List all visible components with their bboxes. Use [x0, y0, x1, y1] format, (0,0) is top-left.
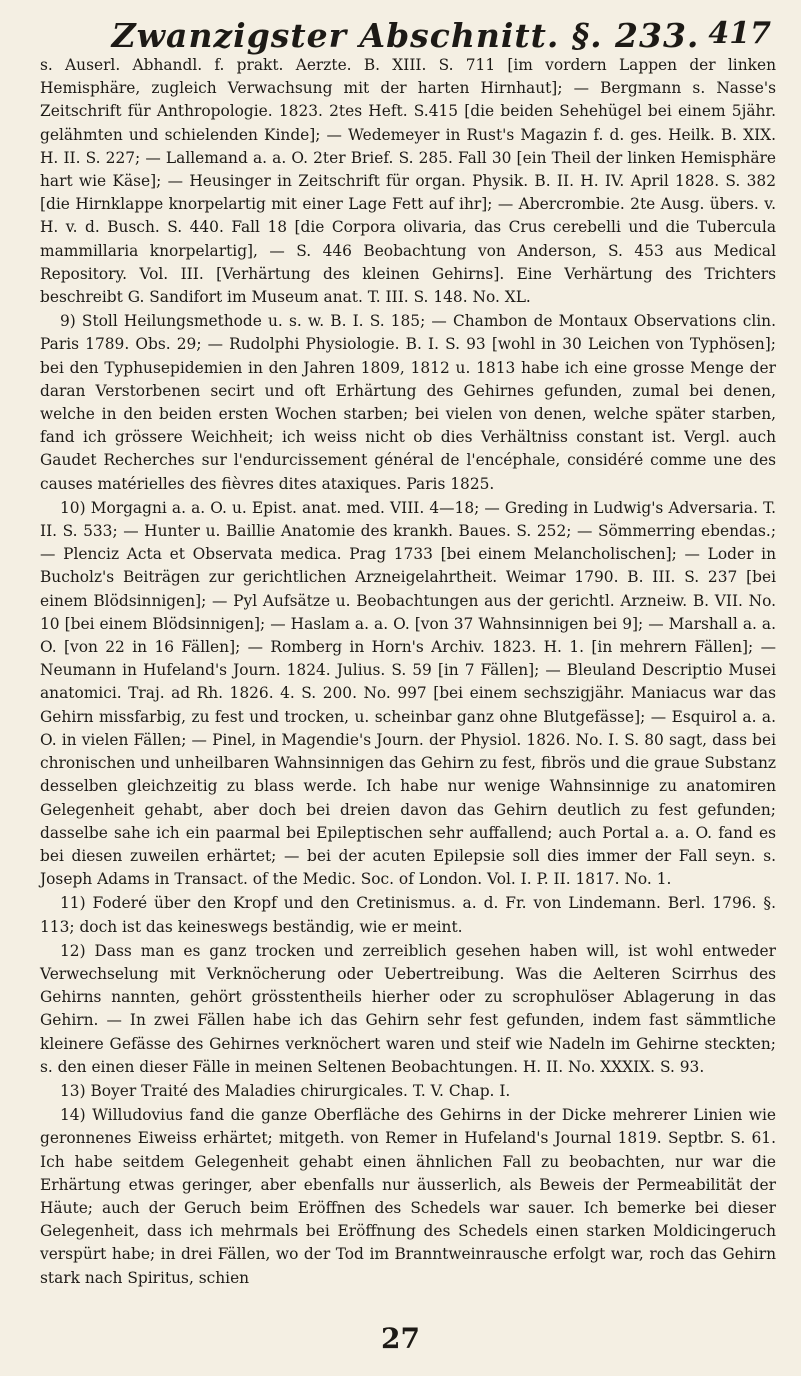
signature-mark: 27 — [381, 1322, 420, 1355]
footnote-12: 12) Dass man es ganz trocken und zerreiblich gesehen haben will, ist wohl entweder Verwechselung mit Verknöcherung oder Uebertreibung. Was die Aelteren Scirrhus des Gehirns nannten, gehört grösstentheils hierher oder zu scrophulöser Ablagerung in das Gehirn. — In zwei Fällen habe ich das Gehirn sehr fest gefunden, indem fast sämmtliche kleinere Gefässe des Gehirnes verknöchert waren und steif wie Nadeln im Gehirne steckten; s. den einen dieser Fälle in meinen Seltenen Beobachtungen. H. II. No. XXXIX. S. 93. — [40, 941, 776, 1076]
page-number: 417 — [708, 16, 771, 51]
footnote-9: 9) Stoll Heilungsmethode u. s. w. B. I. S. 185; — Chambon de Montaux Observations clin. Paris 1789. Obs. 29; — Rudolphi Physiologie. B. I. S. 93 [wohl in 30 Leichen von Typhösen]; bei den Typhusepidemien in den Jahren 1809, 1812 u. 1813 habe ich eine grosse Menge der daran Verstorbenen secirt und oft Erhärtung des Gehirnes gefunden, zumal bei denen, welche in den beiden ersten Wochen starben; bei vielen von denen, welche später starben, fand ich grössere Weichheit; ich weiss nicht ob dies Verhältniss constant ist. Vergl. auch Gaudet Recherches sur l'endurcissement général de l'encéphale, considéré comme une des causes matérielles des fièvres dites ataxiques. Paris 1825. — [40, 312, 776, 493]
footnote-14: 14) Willudovius fand die ganze Oberfläche des Gehirns in der Dicke mehrerer Linien wie geronnenes Eiweiss erhärtet; mitgeth. von Remer in Hufeland's Journal 1819. Septbr. S. 61. Ich habe seitdem Gelegenheit gehabt einen ähnlichen Fall zu beobachten, nur war die Erhärtung etwas geringer, aber ebenfalls nur äusserlich, als Beweis der Permeabilität der Häute; auch der Geruch beim Eröffnen des Schedels war sauer. Ich bemerke bei dieser Gelegenheit, dass ich mehrmals bei Eröffnung des Schedels einen starken Moldicingeruch verspürt habe; in drei Fällen, wo der Tod im Branntweinrausche erfolgt war, roch das Gehirn stark nach Spiritus, schien — [40, 1106, 776, 1287]
footnote-continuation: s. Auserl. Abhandl. f. prakt. Aerzte. B. XIII. S. 711 [im vordern Lappen der linken Hemisphäre, zugleich Verwachsung mit der harten Hirnhaut]; — Bergmann s. Nasse's Zeitschrift für Anthropologie. 1823. 2tes Heft. S.415 [die beiden Sehehügel bei einem 5jähr. gelähmten und schielenden Kinde]; — Wedemeyer in Rust's Magazin f. d. ges. Heilk. B. XIX. H. II. S. 227; — Lallemand a. a. O. 2ter Brief. S. 285. Fall 30 [ein Theil der linken Hemisphäre hart wie Käse]; — Heusinger in Zeitschrift für organ. Physik. B. II. H. IV. April 1828. S. 382 [die Hirnklappe knorpelartig mit einer Lage Fett auf ihr]; — Abercrombie. 2te Ausg. übers. v. H. v. d. Busch. S. 440. Fall 18 [die Corpora olivaria, das Crus cerebelli und die Tubercula mammillaria knorpelartig], — S. 446 Beobachtung von Anderson, S. 453 aus Medical Repository. Vol. III. [Verhärtung des kleinen Gehirns]. Eine Verhärtung des Trichters beschreibt G. Sandifort im Museum anat. T. III. S. 148. No. XL. — [40, 56, 776, 307]
footnote-11: 11) Foderé über den Kropf und den Cretinismus. a. d. Fr. von Lindemann. Berl. 1796. §. 113; doch ist das keineswegs beständig, wie er meint. — [40, 894, 776, 936]
running-title: Zwanzigster Abschnitt. §. 233. — [111, 16, 700, 55]
footnote-13: 13) Boyer Traité des Maladies chirurgicales. T. V. Chap. I. — [60, 1081, 511, 1100]
footnotes-body — [40, 54, 776, 1290]
footnote-10: 10) Morgagni a. a. O. u. Epist. anat. med. VIII. 4—18; — Greding in Ludwig's Adversaria. T. II. S. 533; — Hunter u. Baillie Anatomie des krankh. Baues. S. 252; — Sömmerring ebendas.; — Plenciz Acta et Observata medica. Prag 1733 [bei einem Melancholischen]; — Loder in Bucholz's Beiträgen zur gerichtlichen Arzneigelahrtheit. Weimar 1790. B. III. S. 237 [bei einem Blödsinnigen]; — Pyl Aufsätze u. Beobachtungen aus der gerichtl. Arzneiw. B. VII. No. 10 [bei einem Blödsinnigen]; — Haslam a. a. O. [von 37 Wahnsinnigen bei 9]; — Marshall a. a. O. [von 22 in 16 Fällen]; — Romberg in Horn's Archiv. 1823. H. 1. [in mehrern Fällen]; — Neumann in Hufeland's Journ. 1824. Julius. S. 59 [in 7 Fällen]; — Bleuland Descriptio Musei anatomici. Traj. ad Rh. 1826. 4. S. 200. No. 997 [bei einem sechszigjähr. Maniacus war das Gehirn missfarbig, zu fest und trocken, u. scheinbar ganz ohne Blutgefässe]; — Esquirol a. a. O. in vielen Fällen; — Pinel, in Magendie's Journ. der Physiol. 1826. No. I. S. 80 sagt, dass bei chronischen und unheilbaren Wahnsinnigen das Gehirn zu fest, fibrös und die graue Substanz desselben gleichzeitig zu blass werde. Ich habe nur wenige Wahnsinnige zu anatomiren Gelegenheit gehabt, aber doch bei dreien davon das Gehirn deutlich zu fest gefunden; dasselbe sahe ich ein paarmal bei Epileptischen sehr auffallend; auch Portal a. a. O. fand es bei diesen zuweilen erhärtet; — bei der acuten Epilepsie soll dies immer der Fall seyn. s. Joseph Adams in Transact. of the Medic. Soc. of London. Vol. I. P. II. 1817. No. 1. — [40, 498, 776, 889]
